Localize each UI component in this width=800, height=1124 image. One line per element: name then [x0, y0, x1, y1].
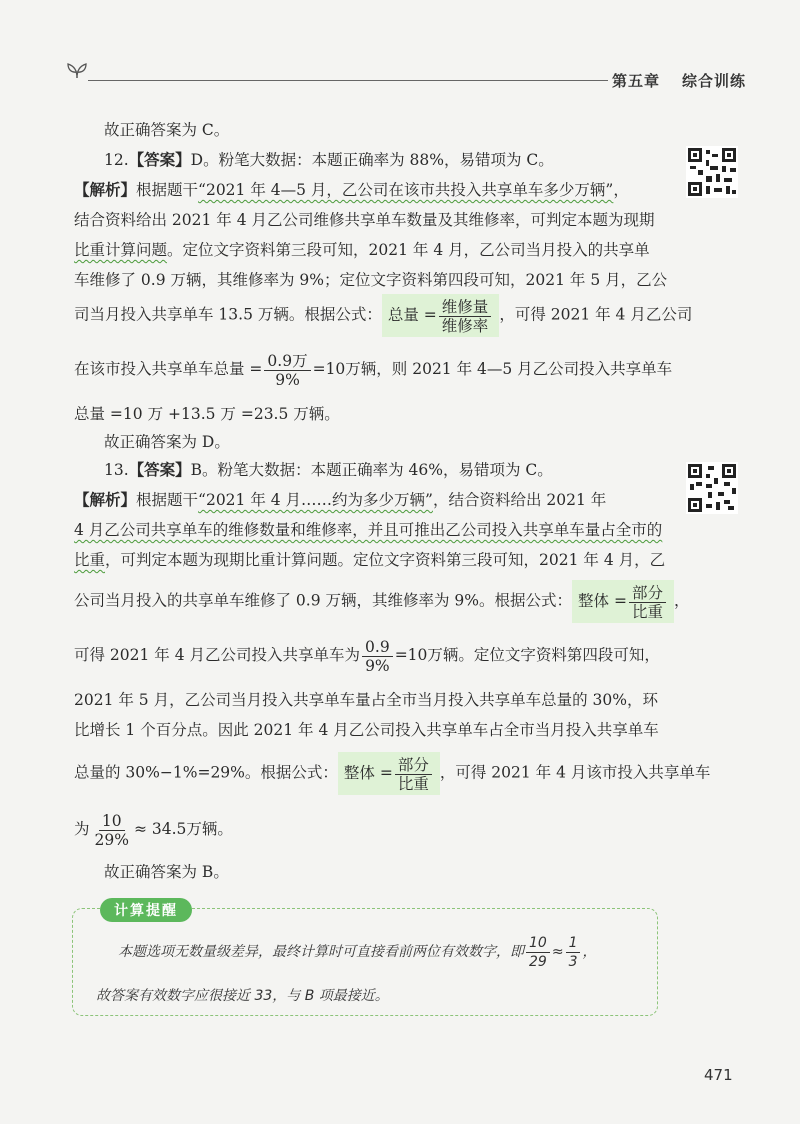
formula-lhs: 整体 =: [343, 764, 393, 782]
formula-lhs: 总量 =: [387, 306, 437, 324]
chapter-number: 第五章: [612, 72, 661, 90]
text-line: 车维修了 0.9 万辆，其维修率为 9%；定位文字资料第四段可知，2021 年 5 月，乙公: [74, 271, 668, 289]
denominator: 比重: [397, 774, 429, 793]
text-line: 结合资料给出 2021 年 4 月乙公司维修共享单车数量及其维修率，可判定本题为现期: [74, 211, 655, 229]
formula-box: [338, 752, 440, 795]
text-span: ，结合资料给出 2021 年: [432, 491, 607, 509]
answer-tag: 【答案】: [128, 150, 191, 169]
qr-code-icon[interactable]: [686, 462, 738, 514]
header-rule: [88, 80, 608, 81]
text-line: 故正确答案为 B。: [104, 863, 229, 881]
text-line: 故正确答案为 D。: [104, 433, 230, 451]
text-span: 本题选项无数量级差异，最终计算时可直接看前两位有效数字，即: [118, 944, 524, 960]
denominator: 9%: [275, 370, 300, 389]
highlighted-text: 比重计算问题: [74, 241, 168, 259]
answer-text: B。粉笔大数据：本题正确率为 46%，易错项为 C。: [190, 461, 553, 479]
leaf-icon: [64, 58, 90, 80]
highlighted-text: “2021 年 4 月……约为多少万辆”: [198, 491, 433, 509]
text-span: 。定位文字资料第三段可知，2021 年 4 月，乙公司当月投入的共享单: [167, 241, 650, 259]
question-number: 12.: [104, 151, 129, 169]
numerator: 部分: [629, 584, 666, 603]
fraction: [439, 298, 492, 335]
formula-line: [74, 350, 672, 389]
formula-box: [382, 294, 499, 337]
analysis-tag: 【解析】: [74, 180, 137, 199]
text-line: 2021 年 5 月，乙公司当月投入共享单车量占全市当月投入共享单车总量的 30%，环: [74, 691, 658, 709]
highlighted-text: 比重: [74, 551, 106, 569]
text-line: [74, 550, 665, 570]
text-span: ，: [613, 181, 629, 199]
denominator: 比重: [631, 602, 663, 621]
answer-tag: 【答案】: [128, 460, 191, 479]
formula-lhs: 整体 =: [578, 592, 627, 610]
fraction: [395, 756, 432, 793]
text-span: ≈: [551, 944, 564, 960]
text-span: =10万辆，则 2021 年 4—5 月乙公司投入共享单车: [312, 360, 673, 378]
text-span: ≈ 34.5万辆。: [133, 820, 233, 838]
highlighted-text: “2021 年 4—5 月，乙公司在该市共投入共享单车多少万辆”: [198, 181, 614, 199]
numerator: 10: [99, 812, 125, 831]
text-span: 为: [74, 820, 90, 838]
answer-text: D。粉笔大数据：本题正确率为 88%，易错项为 C。: [190, 151, 554, 169]
fraction: [362, 638, 393, 675]
text-span: 公司当月投入的共享单车维修了 0.9 万辆，其维修率为 9%。根据公式：: [74, 591, 573, 610]
question-number: 13.: [104, 461, 129, 479]
text-line: 比增长 1 个百分点。因此 2021 年 4 月乙公司投入共享单车占全市当月投入共享单车: [74, 721, 659, 739]
text-span: 根据题干: [136, 181, 199, 199]
text-span: =10万辆。定位文字资料第四段可知，: [394, 646, 660, 664]
text-span: ，可得 2021 年 4 月乙公司: [499, 305, 693, 324]
formula-line: [74, 294, 692, 337]
highlighted-text: 4 月乙公司共享单车的维修数量和维修率，并且可推出乙公司投入共享单车量占全市的: [74, 521, 663, 539]
text-span: 根据题干: [136, 491, 199, 509]
text-span: 司当月投入共享单车 13.5 万辆。根据公式：: [74, 305, 382, 324]
fraction: [629, 584, 666, 621]
formula-line: [74, 636, 660, 675]
text-span: ，可得 2021 年 4 月该市投入共享单车: [439, 763, 711, 782]
text-span: ，: [673, 591, 690, 610]
text-line: [74, 240, 650, 260]
chapter-heading: [612, 70, 746, 91]
text-span: 在该市投入共享单车总量 =: [74, 360, 263, 378]
formula-line: [74, 752, 710, 795]
analysis-line: [74, 180, 629, 200]
formula-line: [74, 810, 233, 849]
formula-box: [572, 580, 674, 623]
analysis-line: [74, 490, 606, 510]
numerator: 维修量: [439, 298, 492, 317]
text-span: 可得 2021 年 4 月乙公司投入共享单车为: [74, 646, 361, 664]
text-line: 故正确答案为 C。: [104, 121, 230, 139]
denominator: 29: [529, 953, 547, 970]
answer-line: [104, 150, 554, 170]
tip-line: [118, 932, 596, 972]
fraction: [264, 352, 310, 389]
text-line: 总量 =10 万 +13.5 万 =23.5 万辆。: [74, 405, 340, 423]
tip-title: 计算提醒: [100, 898, 192, 922]
numerator: 0.9: [362, 638, 393, 657]
answer-line: [104, 460, 553, 480]
fraction: [92, 812, 132, 849]
text-line: [74, 520, 662, 540]
numerator: 0.9万: [264, 352, 310, 371]
fraction: [526, 934, 550, 971]
denominator: 3: [568, 953, 578, 970]
qr-code-icon[interactable]: [686, 146, 738, 198]
denominator: 9%: [365, 656, 390, 675]
chapter-title: 综合训练: [682, 72, 747, 90]
numerator: 部分: [395, 756, 432, 775]
text-span: 总量的 30%−1%=29%。根据公式：: [74, 763, 338, 782]
text-span: ，: [582, 944, 597, 960]
fraction: [566, 934, 581, 971]
numerator: 10: [526, 934, 550, 953]
numerator: 1: [566, 934, 581, 953]
denominator: 维修率: [441, 316, 489, 335]
page-number: 471: [704, 1066, 733, 1084]
text-span: ，可判定本题为现期比重计算问题。定位文字资料第三段可知，2021 年 4 月，乙: [105, 551, 666, 569]
analysis-tag: 【解析】: [74, 490, 137, 509]
tip-line: 故答案有效数字应很接近 33，与 B 项最接近。: [96, 988, 389, 1004]
formula-line: [74, 580, 689, 623]
denominator: 29%: [94, 830, 129, 849]
